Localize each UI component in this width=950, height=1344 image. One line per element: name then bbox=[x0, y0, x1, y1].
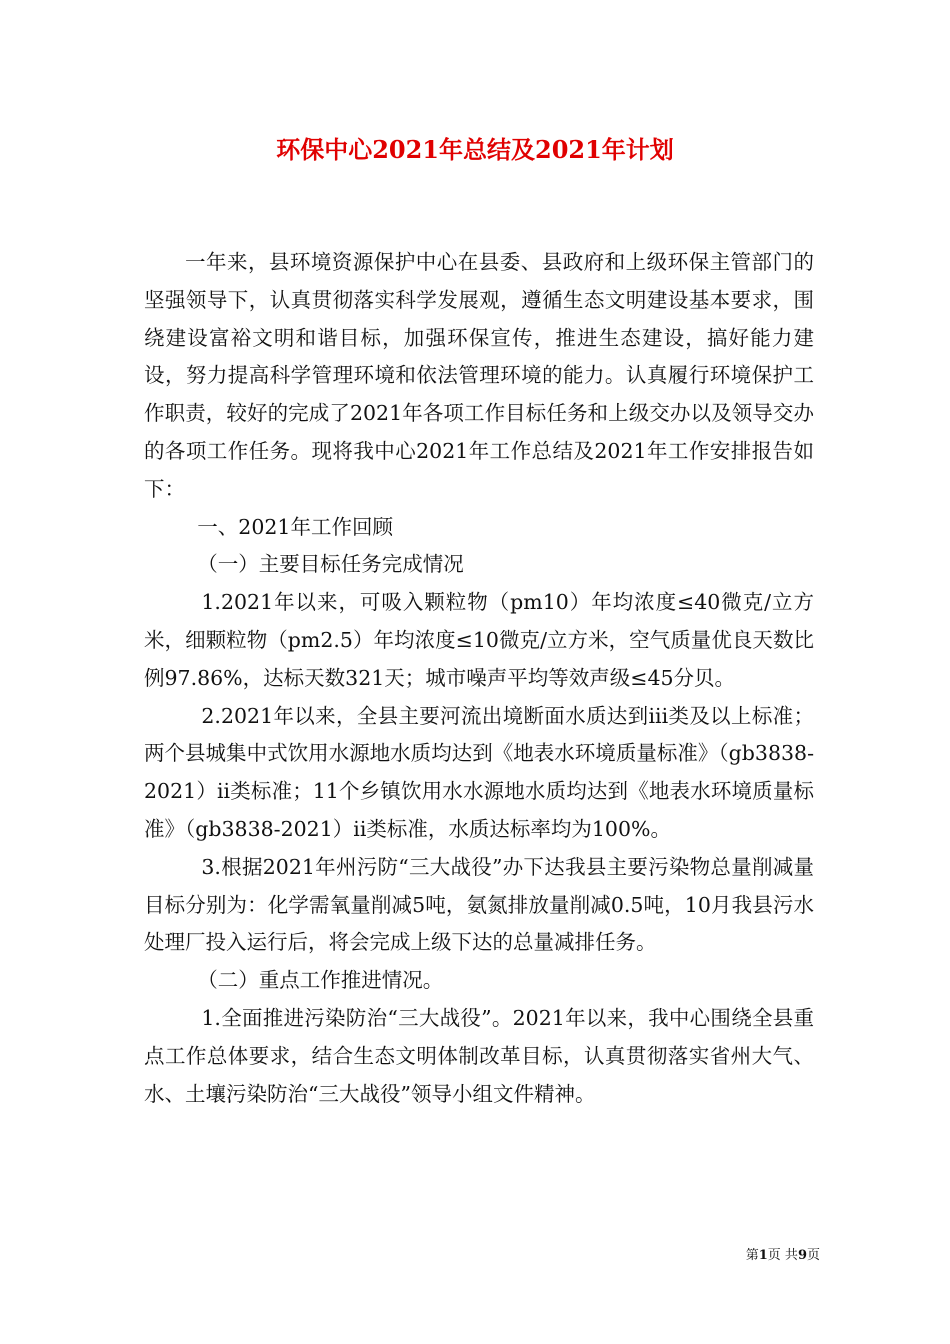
section-heading-review: 一、2021年工作回顾 bbox=[197, 514, 393, 539]
footer-current-page: 1 bbox=[758, 1248, 768, 1263]
paragraph-water-quality: 2.2021年以来，全县主要河流出境断面水质达到iii类及以上标准；两个县城集中式饮用水源地水质均达到《地表水环境质量标准》（gb3838-2021）ii类标准；11个乡镇饮用水水源地水质均达到《地表水环境质量标准》（gb3838-2021）ii类标准，水质达标率均为100%。 bbox=[144, 703, 814, 841]
document-body bbox=[144, 244, 814, 1113]
footer-suffix: 页 bbox=[806, 1248, 820, 1263]
paragraph-emission-reduction: 3.根据2021年州污防“三大战役”办下达我县主要污染物总量削减量目标分别为：化学需氧量削减5吨，氨氮排放量削减0.5吨，10月我县污水处理厂投入运行后，将会完成上级下达的总量减排任务。 bbox=[144, 854, 814, 955]
footer-prefix: 第 bbox=[745, 1248, 759, 1263]
subsection-heading-key-work: （二）重点工作推进情况。 bbox=[197, 968, 444, 993]
paragraph-air-quality: 1.2021年以来，可吸入颗粒物（pm10）年均浓度≤40微克/立方米，细颗粒物（pm2.5）年均浓度≤10微克/立方米，空气质量优良天数比例97.86%，达标天数321天；城市噪声平均等效声级≤45分贝。 bbox=[144, 590, 814, 690]
footer-middle: 页 共 bbox=[767, 1248, 798, 1263]
subsection-heading-targets: （一）主要目标任务完成情况 bbox=[197, 552, 464, 577]
page-footer bbox=[620, 1247, 820, 1265]
paragraph-pollution-control: 1.全面推进污染防治“三大战役”。2021年以来，我中心围绕全县重点工作总体要求，结合生态文明体制改革目标，认真贯彻落实省州大气、水、土壤污染防治“三大战役”领导小组文件精神。 bbox=[144, 1005, 814, 1106]
document-title: 环保中心2021年总结及2021年计划 bbox=[276, 135, 674, 164]
intro-paragraph: 一年来，县环境资源保护中心在县委、县政府和上级环保主管部门的坚强领导下，认真贯彻落实科学发展观，遵循生态文明建设基本要求，围绕建设富裕文明和谐目标，加强环保宣传，推进生态建设，搞好能力建设，努力提高科学管理环境和依法管理环境的能力。认真履行环境保护工作职责，较好的完成了2021年各项工作目标任务和上级交办以及领导交办的各项工作任务。现将我中心2021年工作总结及2021年工作安排报告如下： bbox=[144, 250, 814, 501]
footer-total-pages: 9 bbox=[797, 1248, 807, 1263]
